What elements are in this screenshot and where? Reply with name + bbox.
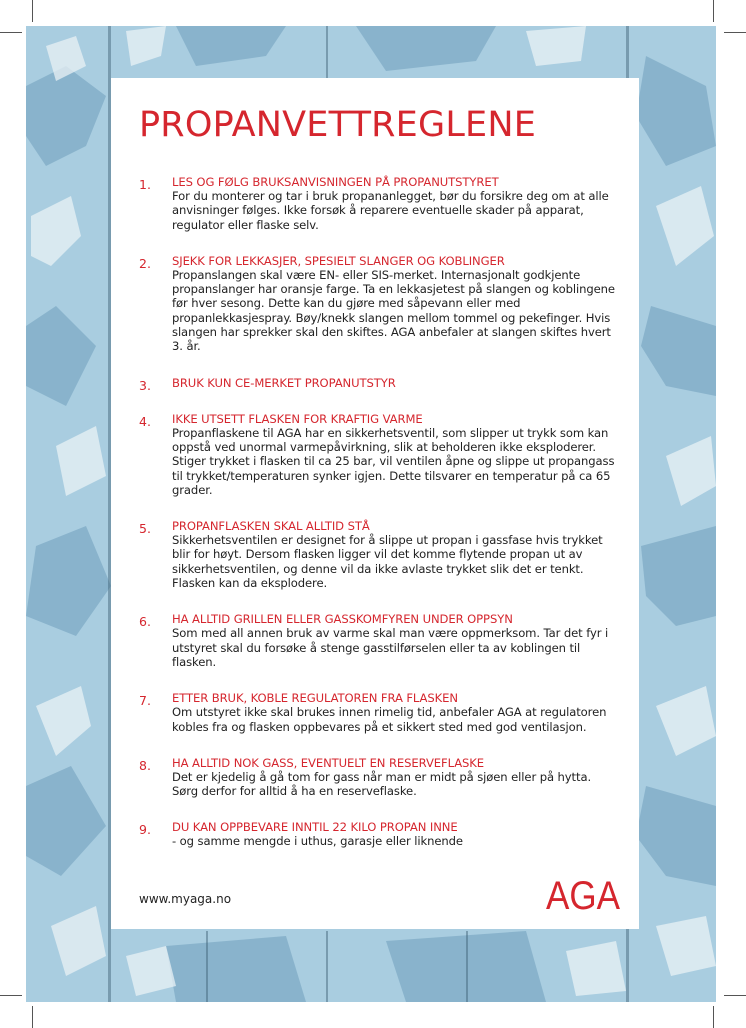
rule-item [139, 175, 619, 232]
rules-card [111, 78, 639, 929]
rule-item [139, 519, 619, 590]
rule-heading: SJEKK FOR LEKKASJER, SPESIELT SLANGER OG KOBLINGER [172, 253, 505, 268]
rule-item [139, 756, 619, 799]
rule-body: For du monterer og tar i bruk propananlegget, bør du forsikre deg om at alle anvisninger følges. Ikke forsøk å reparere eventuelle skader på apparat, regulator eller flaske selv. [172, 189, 609, 232]
rule-body: Om utstyret ikke skal brukes innen rimelig tid, anbefaler AGA at regulatoren kobles fra og flasken oppbevares på et sikkert sted med god ventilasjon. [172, 705, 607, 734]
page-title: PROPANVETTREGLENE [139, 105, 537, 145]
rule-number: 6. [139, 614, 151, 630]
rules-list [139, 175, 619, 849]
rule-body: Propanslangen skal være EN- eller SIS-merket. Internasjonalt godkjente propanslanger har oransje farge. Ta en lekkasjetest på slangen og koblingene før hver sesong. Dette kan du gjøre med såpevann eller med propanlekkasjespray. Bøy/knekk slangen mellom tommel og pekefinger. Hvis slangen har sprekker skal den skiftes. AGA anbefaler at slangen skiftes hvert 3. år. [172, 267, 615, 354]
rule-heading: DU KAN OPPBEVARE INNTIL 22 KILO PROPAN INNE [172, 820, 458, 835]
crop-mark [32, 1006, 33, 1028]
rule-body: - og samme mengde i uthus, garasje eller liknende [172, 834, 463, 849]
rule-number: 2. [139, 255, 151, 271]
crop-mark [0, 995, 22, 996]
rule-item [139, 691, 619, 734]
rule-item [139, 612, 619, 669]
rule-number: 9. [139, 822, 151, 838]
rule-number: 4. [139, 413, 151, 429]
rule-heading: IKKE UTSETT FLASKEN FOR KRAFTIG VARME [172, 411, 423, 426]
crop-mark [0, 32, 22, 33]
rule-heading: HA ALLTID GRILLEN ELLER GASSKOMFYREN UNDER OPPSYN [172, 612, 513, 627]
rule-body: Som med all annen bruk av varme skal man være oppmerksom. Tar det fyr i utstyret skal du forsøke å stenge gasstilførselen eller ta av koblingen til flasken. [172, 626, 609, 669]
aga-logo [545, 874, 621, 918]
rule-body: Det er kjedelig å gå tom for gass når man er midt på sjøen eller på hytta. Sørg derfor for alltid å ha en reserveflaske. [172, 769, 592, 799]
rule-item [139, 820, 619, 848]
rule-number: 7. [139, 693, 151, 709]
rule-heading: BRUK KUN CE-MERKET PROPANUTSTYR [172, 375, 396, 390]
rule-number: 3. [139, 377, 151, 393]
crop-mark [713, 0, 714, 22]
crop-mark [724, 995, 746, 996]
crop-mark [724, 32, 746, 33]
rule-number: 8. [139, 757, 151, 773]
rule-item [139, 375, 619, 393]
rule-heading: HA ALLTID NOK GASS, EVENTUELT EN RESERVEFLASKE [172, 755, 485, 770]
crop-mark [32, 0, 33, 22]
rule-body: Propanflaskene til AGA har en sikkerhetsventil, som slipper ut trykk som kan oppstå ved unormal varmepåvirkning, slik at beholderen ikke eksploderer. Stiger trykket i flasken til ca 25 bar, vil ventilen åpne og slippe ut propangass til trykket/temperaturen synker igjen. Dette tilsvarer en temperatur på ca 65 grader. [172, 425, 615, 497]
crop-mark [713, 1006, 714, 1028]
rule-number: 1. [139, 177, 151, 192]
rule-heading: PROPANFLASKEN SKAL ALLTID STÅ [172, 519, 370, 534]
rule-item [139, 412, 619, 497]
logo-text: AGA [546, 874, 621, 918]
rule-body: Sikkerhetsventilen er designet for å slippe ut propan i gassfase hvis trykket blir for høyt. Dersom flasken ligger vil det komme flytende propan ut av sikkerhetsventilen, og denne vil da ikke avlaste trykket slik det er tenkt. Flasken kan da eksplodere. [172, 533, 603, 591]
rule-number: 5. [139, 521, 151, 537]
rule-heading: ETTER BRUK, KOBLE REGULATOREN FRA FLASKEN [172, 691, 458, 706]
rule-item [139, 254, 619, 354]
website-link[interactable]: www.myaga.no [139, 892, 232, 906]
rule-heading: LES OG FØLG BRUKSANVISNINGEN PÅ PROPANUTSTYRET [172, 175, 499, 189]
